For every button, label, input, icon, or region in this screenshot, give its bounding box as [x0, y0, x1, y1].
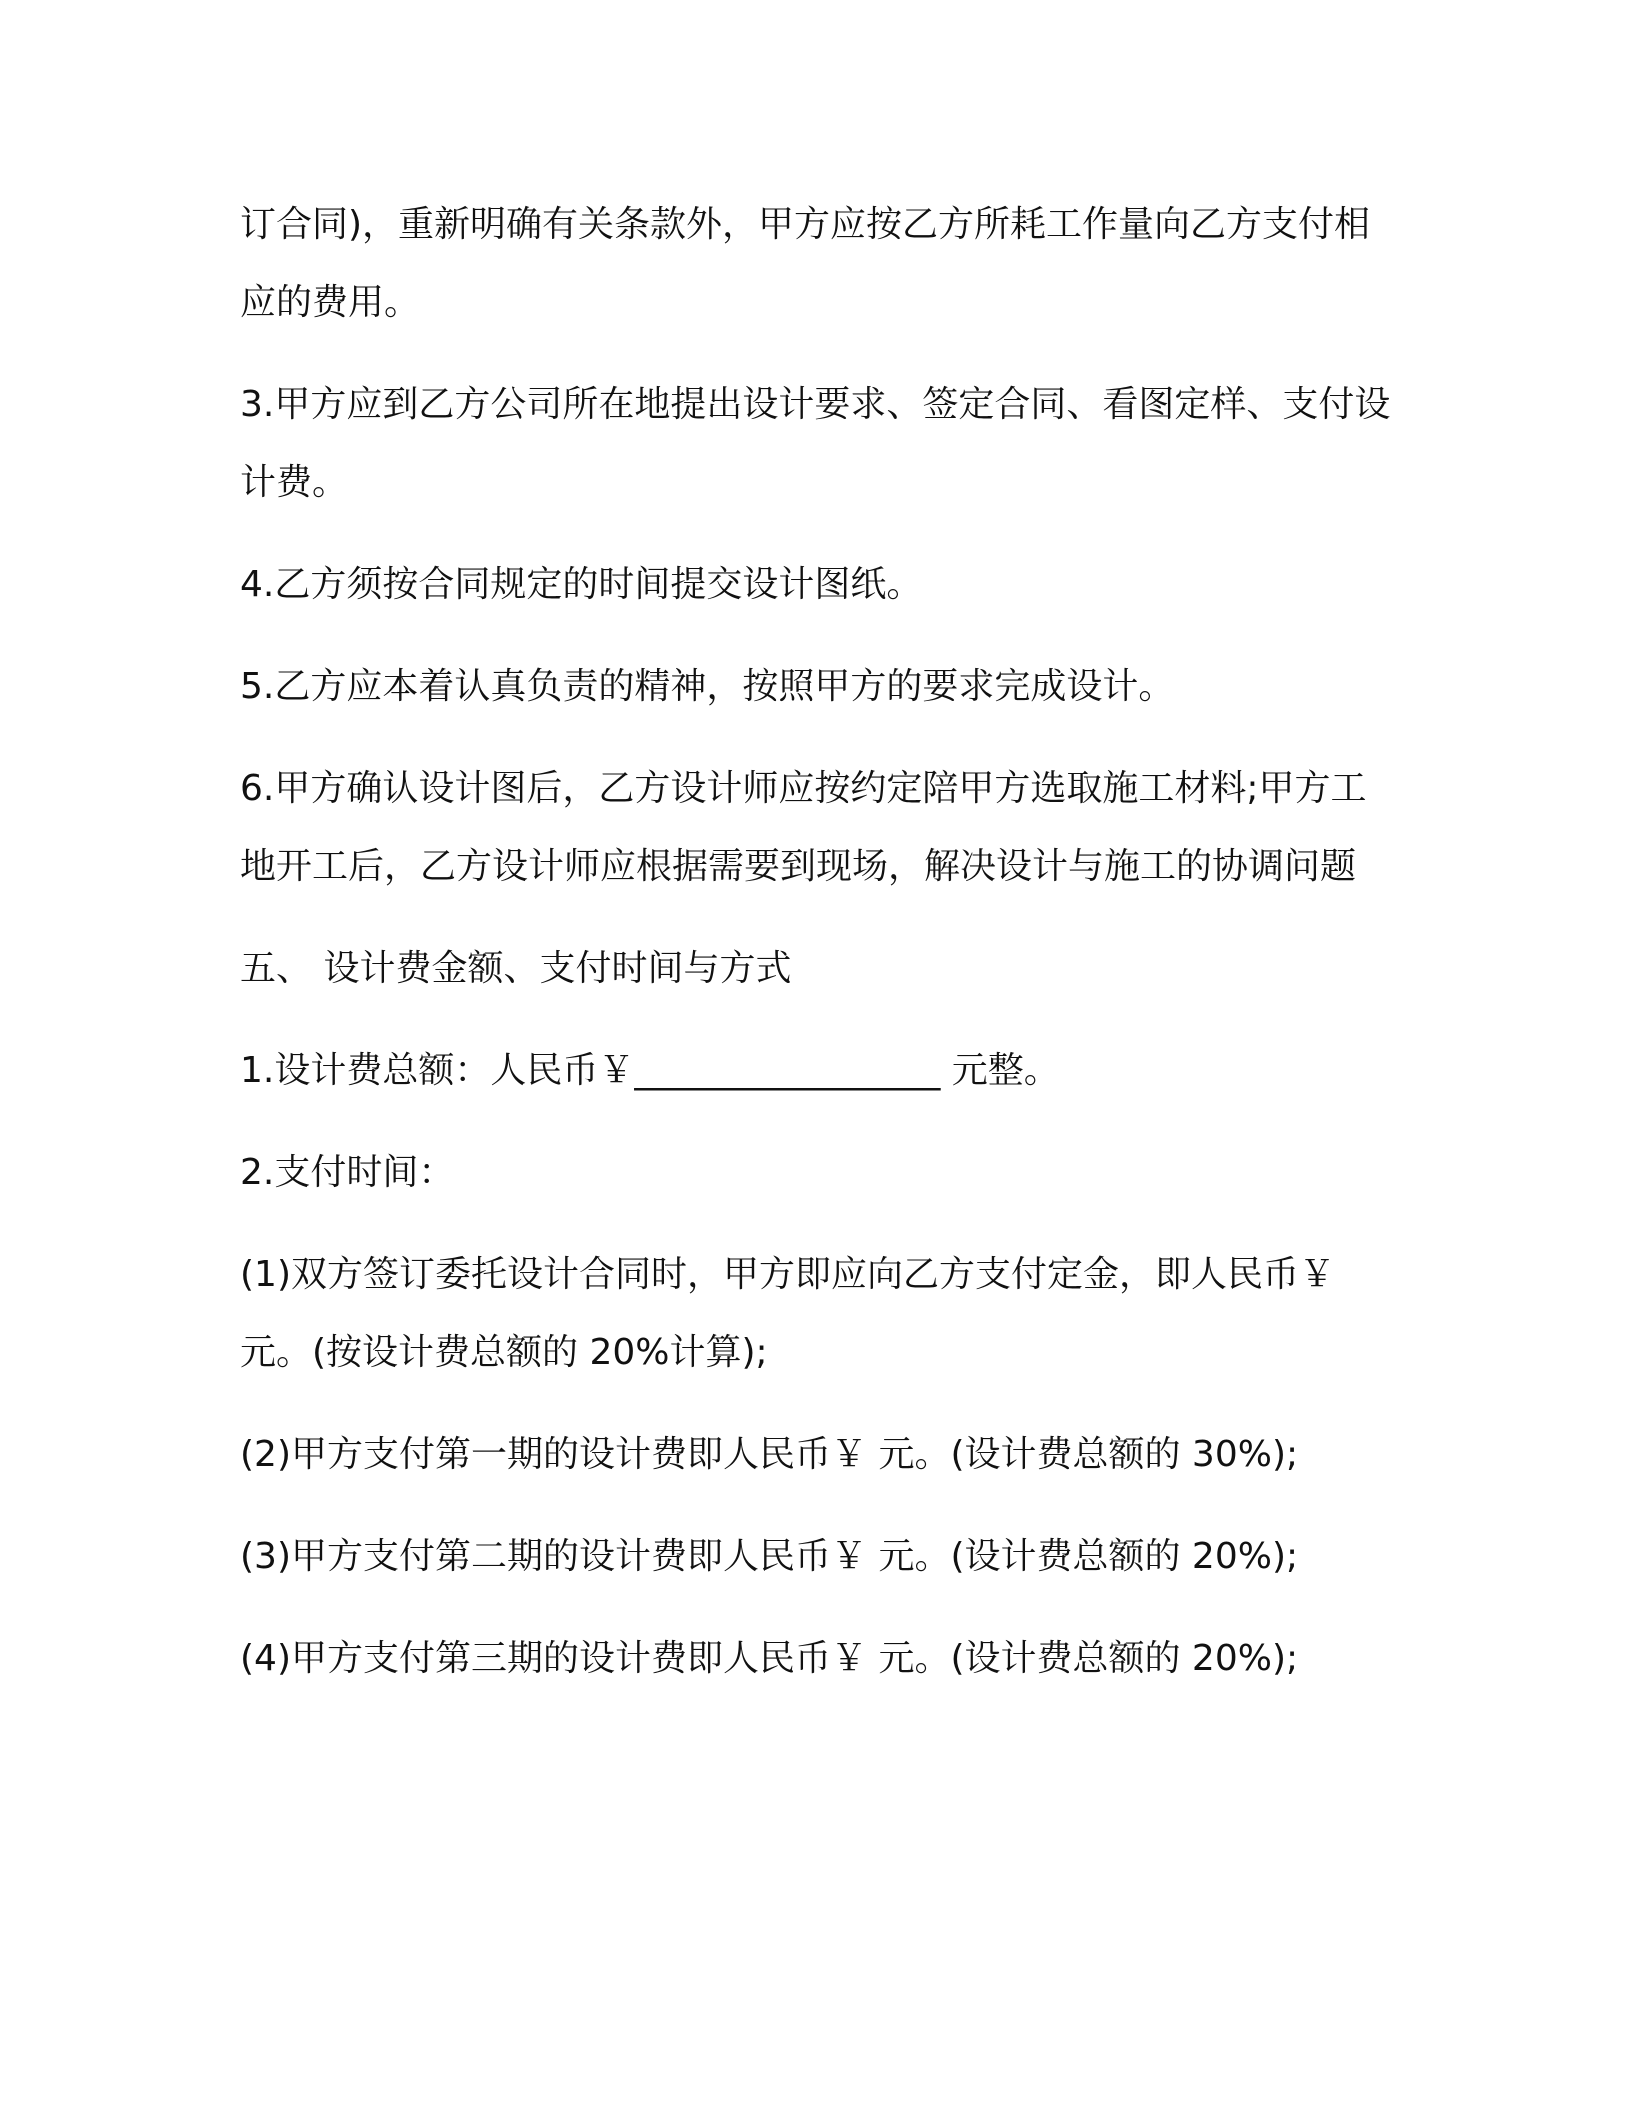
paragraph-payment-4: (4)甲方支付第三期的设计费即人民币￥ 元。(设计费总额的 20%);: [240, 1638, 1299, 1679]
paragraph-continued-clause: 订合同)，重新明确有关条款外，甲方应按乙方所耗工作量向乙方支付相应的费用。: [240, 204, 1371, 323]
section-heading-fees: 五、 设计费金额、支付时间与方式: [240, 948, 792, 989]
document-body: [240, 186, 1400, 1722]
paragraph-payment-time: 2.支付时间：: [240, 1152, 455, 1193]
paragraph-payment-2: (2)甲方支付第一期的设计费即人民币￥ 元。(设计费总额的 30%);: [240, 1434, 1299, 1475]
paragraph-clause-5: 5.乙方应本着认真负责的精神，按照甲方的要求完成设计。: [240, 666, 1175, 707]
paragraph-fee-total: 1.设计费总额：人民币￥_________________ 元整。: [240, 1050, 1060, 1091]
paragraph-clause-4: 4.乙方须按合同规定的时间提交设计图纸。: [240, 564, 923, 605]
paragraph-clause-6: 6.甲方确认设计图后，乙方设计师应按约定陪甲方选取施工材料;甲方工地开工后，乙方设计师应根据需要到现场，解决设计与施工的协调问题: [240, 768, 1367, 887]
paragraph-clause-3: 3.甲方应到乙方公司所在地提出设计要求、签定合同、看图定样、支付设计费。: [240, 384, 1391, 503]
paragraph-payment-1: (1)双方签订委托设计合同时，甲方即应向乙方支付定金，即人民币￥ 元。(按设计费总额的 20%计算);: [240, 1254, 1347, 1373]
paragraph-payment-3: (3)甲方支付第二期的设计费即人民币￥ 元。(设计费总额的 20%);: [240, 1536, 1299, 1577]
